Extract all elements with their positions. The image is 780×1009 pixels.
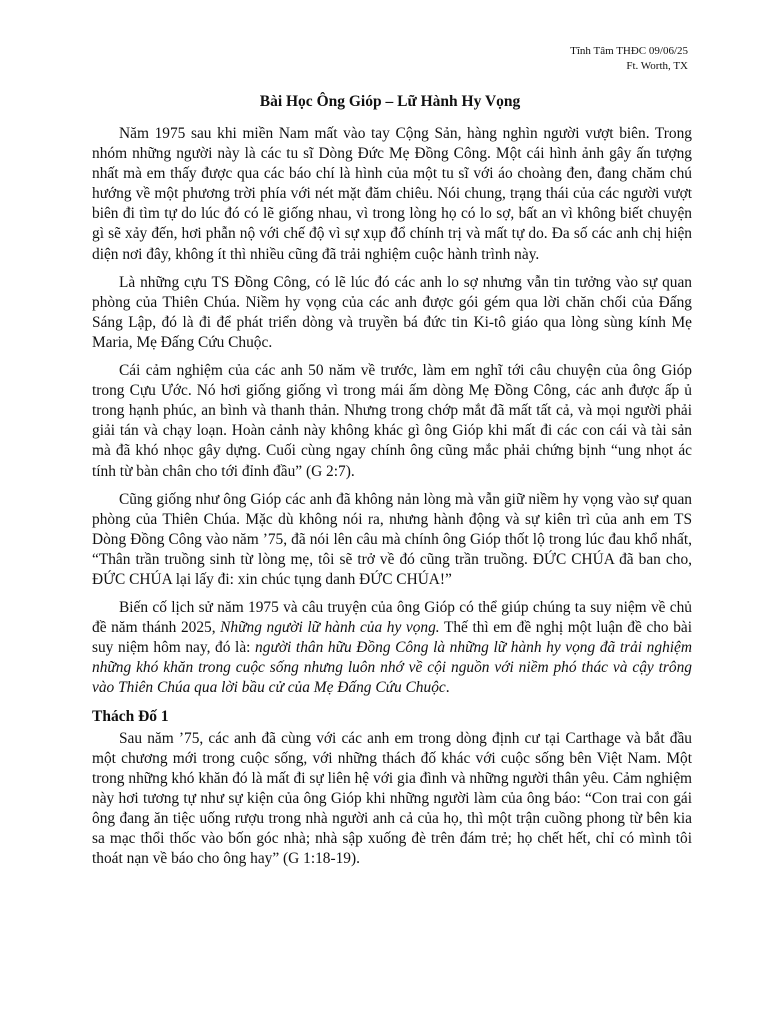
jubilee-theme: Những người lữ hành của hy vọng. (220, 619, 440, 637)
paragraph-3: Cái cảm nghiệm của các anh 50 năm về trước, làm em nghĩ tới câu chuyện của ông Gióp trong Cựu Ước. Nó hơi giống giống vì trong mái ấm dòng Mẹ Đồng Công, các anh được ấp ủ trong hạnh phúc, an bình và thanh thản. Nhưng trong chớp mắt đã mất tất cả, và mọi người phải giải tán và chạy loạn. Hoàn cảnh này không khác gì ông Gióp khi mất đi các con cái và tài sản mà đã khó nhọc gây dựng. Cuối cùng ngay chính ông cũng mắc phải chứng bịnh “ung nhọt ác tính từ bàn chân cho tới đỉnh đầu” (G 2:7). (92, 362, 692, 480)
header-block (570, 44, 688, 74)
section-heading-challenge-1: Thách Đố 1 (92, 707, 169, 725)
thesis-statement: người thân hữu Đồng Công là những lữ hành hy vọng đã trải nghiệm những khó khăn trong cuộc sống nhưng luôn nhớ về cội nguồn với niềm phó thác và cậy trông vào Thiên Chúa qua lời bầu cử của Mẹ Đấng Cứu Chuộc (92, 639, 692, 697)
paragraph-4: Cũng giống như ông Gióp các anh đã không nản lòng mà vẫn giữ niềm hy vọng vào sự quan phòng của Thiên Chúa. Mặc dù không nói ra, nhưng hành động và sự kiên trì của anh em TS Dòng Đồng Công vào năm ’75, đã nói lên câu mà chính ông Gióp thốt lộ trong lúc đau khổ nhất, “Thân trần truồng sinh từ lòng mẹ, tôi sẽ trở về đó cũng trần truồng. ĐỨC CHÚA đã ban cho, ĐỨC CHÚA lại lấy đi: xin chúc tụng danh ĐỨC CHÚA!” (92, 490, 692, 588)
paragraph-5-middle: Thế thì em đề nghị một luận đề cho bài suy niệm hôm nay, đó là: (92, 619, 693, 657)
document-body (92, 124, 692, 877)
paragraph-6: Sau năm ’75, các anh đã cùng với các anh em trong dòng định cư tại Carthage và bắt đầu một chương mới trong cuộc sống, với những thách đố khác với cuộc sống bên Việt Nam. Một trong những khó khăn đó là mất đi sự liên hệ với gia đình và những người thân yêu. Cảm nghiệm này hơi tương tự như sự kiện của ông Gióp khi những người làm của ông báo: “Con trai con gái ông đang ăn tiệc uống rượu trong nhà người anh cả của họ, thì một trận cuồng phong từ bên kia sa mạc thổi thốc vào bốn góc nhà; nhà sập xuống đè trên đám trẻ; họ chết hết, chỉ có mình tôi thoát nạn về báo cho ông hay” (G 1:18-19). (92, 729, 692, 868)
paragraph-5 (92, 598, 692, 698)
paragraph-5-intro: Biến cố lịch sử năm 1975 và câu truyện của ông Gióp có thể giúp chúng ta suy niệm về chủ đề năm thánh 2025, (92, 599, 692, 637)
header-retreat-date: Tĩnh Tâm THĐC 09/06/25 (570, 45, 688, 57)
header-location: Ft. Worth, TX (626, 60, 688, 72)
paragraph-2: Là những cựu TS Đồng Công, có lẽ lúc đó các anh lo sợ nhưng vẫn tin tưởng vào sự quan phòng của Thiên Chúa. Niềm hy vọng của các anh được gói gém qua lời chăn chối của Đấng Sáng Lập, đó là đi để phát triển dòng và truyền bá đức tin Ki-tô giáo qua lòng sùng kính Mẹ Maria, Mẹ Đấng Cứu Chuộc. (92, 273, 692, 351)
document-title: Bài Học Ông Gióp – Lữ Hành Hy Vọng (259, 93, 521, 110)
paragraph-1: Năm 1975 sau khi miền Nam mất vào tay Cộng Sản, hàng nghìn người vượt biên. Trong nhóm những người này là các tu sĩ Dòng Đức Mẹ Đồng Công. Một cái hình ảnh gây ấn tượng nhất mà em thấy được qua các báo chí là hình của một tu sĩ với áo choàng đen, đang chăm chú hướng về một phương trời phía với nét mặt đăm chiêu. Nói chung, trạng thái của các người vượt biên đi tìm tự do lúc đó có lẽ giống nhau, vì trong lòng họ có lo sợ, bất an vì không biết chuyện gì sẽ xảy đến, hơi phẫn nộ với chế độ vì sự xụp đổ chính trị và mất tự do. Đa số các anh chị hiện diện nơi đây, không ít thì nhiều cũng đã trải nghiệm cuộc hành trình này. (92, 125, 692, 263)
paragraph-5-end: . (445, 679, 450, 697)
